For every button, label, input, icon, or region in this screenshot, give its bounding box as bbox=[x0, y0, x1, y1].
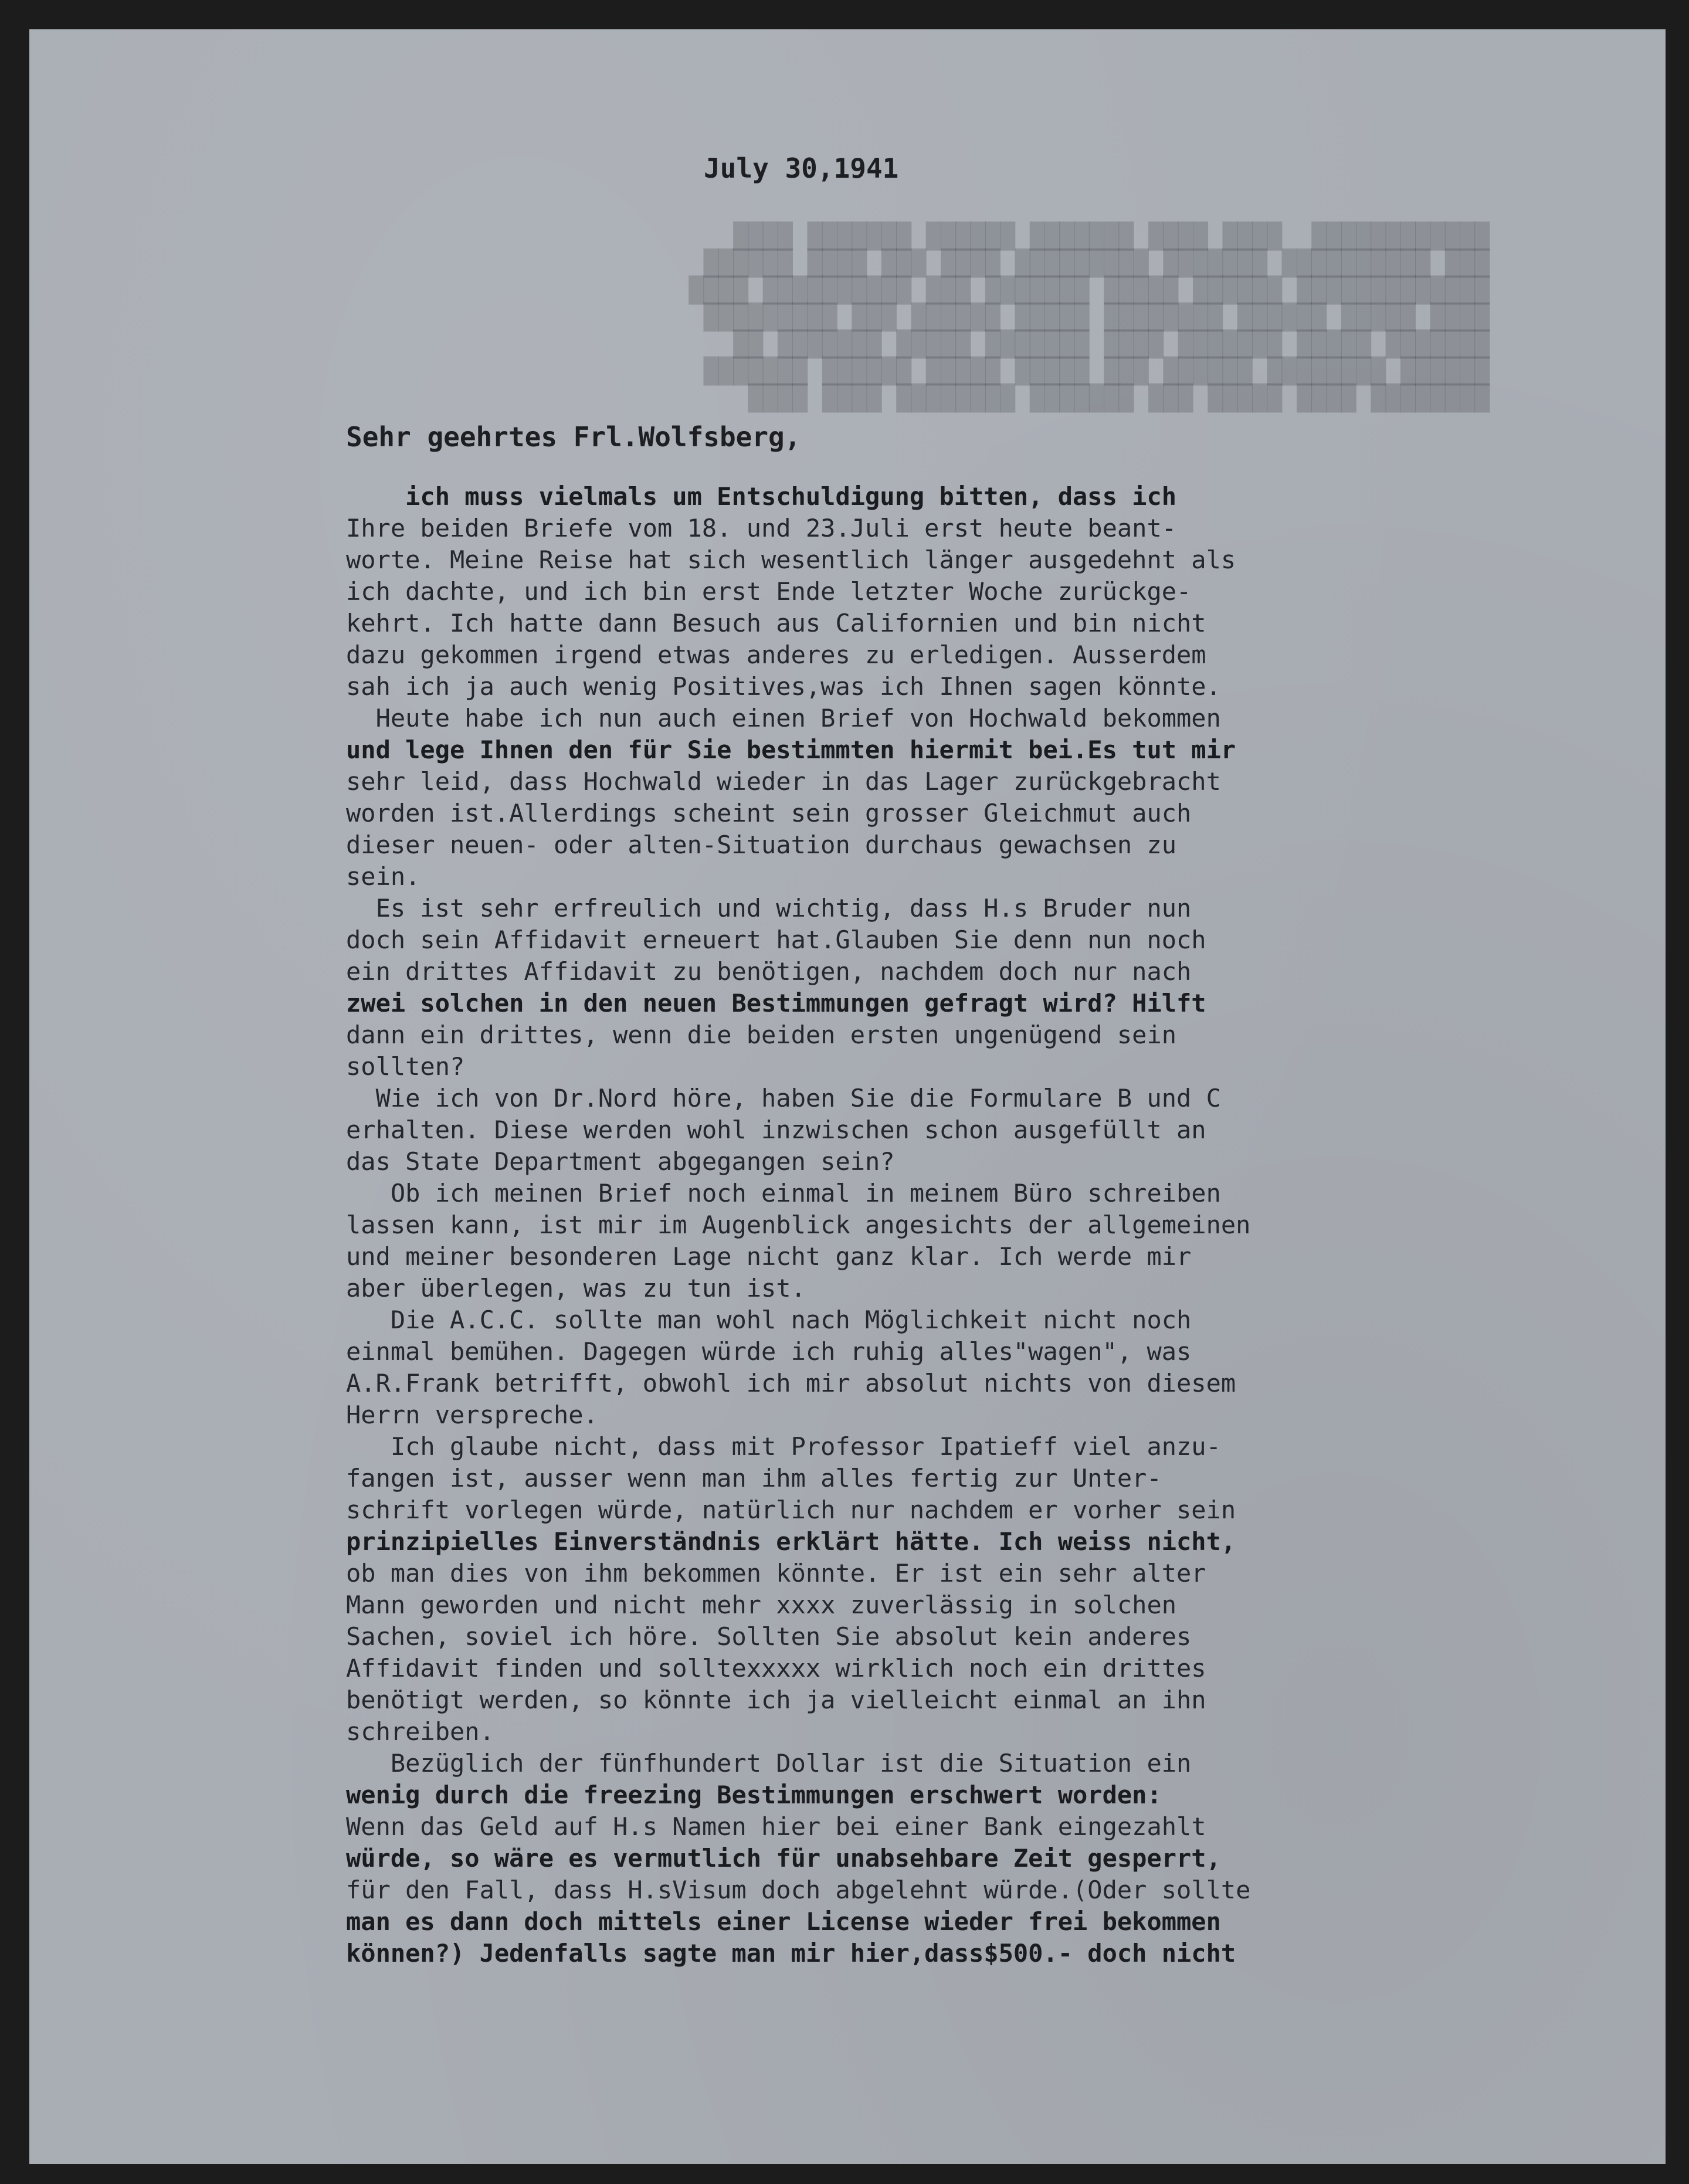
body-line: zwei solchen in den neuen Bestimmungen gefragt wird? Hilft bbox=[346, 989, 1206, 1018]
body-line: worden ist.Allerdings scheint sein grosser Gleichmut auch bbox=[346, 799, 1192, 828]
body-line: für den Fall, dass H.sVisum doch abgelehnt würde.(Oder sollte bbox=[346, 1876, 1251, 1904]
salutation: Sehr geehrtes Frl.Wolfsberg, bbox=[346, 421, 801, 453]
body-line: lassen kann, ist mir im Augenblick angesichts der allgemeinen bbox=[346, 1210, 1251, 1239]
body-line: das State Department abgegangen sein? bbox=[346, 1147, 895, 1176]
letter-sheet bbox=[29, 29, 1666, 2164]
body-line: Herrn verspreche. bbox=[346, 1400, 598, 1429]
body-line: schreiben. bbox=[346, 1717, 494, 1746]
body-line: prinzipielles Einverständnis erklärt hätte. Ich weiss nicht, bbox=[346, 1527, 1236, 1556]
body-line: Ihre beiden Briefe vom 18. und 23.Juli erst heute beant- bbox=[346, 514, 1177, 542]
body-line: einmal bemühen. Dagegen würde ich ruhig alles"wagen", was bbox=[346, 1337, 1192, 1366]
body-line: sah ich ja auch wenig Positives,was ich Ihnen sagen könnte. bbox=[346, 672, 1221, 701]
body-line: ich muss vielmals um Entschuldigung bitten, dass ich bbox=[346, 482, 1177, 511]
body-line: kehrt. Ich hatte dann Besuch aus Californien und bin nicht bbox=[346, 609, 1206, 637]
body-line: aber überlegen, was zu tun ist. bbox=[346, 1274, 806, 1303]
body-line: sehr leid, dass Hochwald wieder in das Lager zurückgebracht bbox=[346, 767, 1221, 796]
body-line: Heute habe ich nun auch einen Brief von Hochwald bekommen bbox=[346, 704, 1221, 732]
body-line: und lege Ihnen den für Sie bestimmten hiermit bei.Es tut mir bbox=[346, 735, 1236, 764]
body-line: Ich glaube nicht, dass mit Professor Ipatieff viel anzu- bbox=[346, 1432, 1221, 1461]
body-line: Sachen, soviel ich höre. Sollten Sie absolut kein anderes bbox=[346, 1622, 1192, 1651]
letter-body bbox=[346, 481, 1578, 1969]
body-line: schrift vorlegen würde, natürlich nur nachdem er vorher sein bbox=[346, 1495, 1236, 1524]
body-line: benötigt werden, so könnte ich ja vielleicht einmal an ihn bbox=[346, 1686, 1206, 1714]
body-line: wenig durch die freezing Bestimmungen erschwert worden: bbox=[346, 1781, 1162, 1809]
body-line: man es dann doch mittels einer License wieder frei bekommen bbox=[346, 1907, 1221, 1936]
body-line: würde, so wäre es vermutlich für unabsehbare Zeit gesperrt, bbox=[346, 1844, 1221, 1873]
body-line: worte. Meine Reise hat sich wesentlich länger ausgedehnt als bbox=[346, 545, 1236, 574]
body-line: ob man dies von ihm bekommen könnte. Er ist ein sehr alter bbox=[346, 1559, 1206, 1588]
body-line: Mann geworden und nicht mehr xxxx zuverlässig in solchen bbox=[346, 1590, 1177, 1619]
body-line: dazu gekommen irgend etwas anderes zu erledigen. Ausserdem bbox=[346, 640, 1206, 669]
body-line: ich dachte, und ich bin erst Ende letzter Woche zurückge- bbox=[346, 577, 1192, 606]
body-line: können?) Jedenfalls sagte man mir hier,dass$500.- doch nicht bbox=[346, 1939, 1236, 1968]
letter-date: July 30,1941 bbox=[704, 152, 899, 184]
body-line: und meiner besonderen Lage nicht ganz klar. Ich werde mir bbox=[346, 1242, 1192, 1271]
body-line: A.R.Frank betrifft, obwohl ich mir absolut nichts von diesem bbox=[346, 1369, 1236, 1398]
body-line: Die A.C.C. sollte man wohl nach Möglichkeit nicht noch bbox=[346, 1305, 1192, 1334]
body-line: Es ist sehr erfreulich und wichtig, dass H.s Bruder nun bbox=[346, 894, 1192, 923]
body-line: Wie ich von Dr.Nord höre, haben Sie die Formulare B und C bbox=[346, 1084, 1221, 1113]
body-line: sollten? bbox=[346, 1052, 465, 1081]
body-line: doch sein Affidavit erneuert hat.Glauben Sie denn nun noch bbox=[346, 925, 1206, 954]
body-line: Bezüglich der fünfhundert Dollar ist die Situation ein bbox=[346, 1749, 1192, 1778]
body-line: dieser neuen- oder alten-Situation durchaus gewachsen zu bbox=[346, 830, 1177, 859]
body-line: erhalten. Diese werden wohl inzwischen schon ausgefüllt an bbox=[346, 1115, 1206, 1144]
body-line: ein drittes Affidavit zu benötigen, nachdem doch nur nach bbox=[346, 957, 1192, 986]
body-line: Wenn das Geld auf H.s Namen hier bei einer Bank eingezahlt bbox=[346, 1812, 1206, 1841]
body-line: dann ein drittes, wenn die beiden ersten ungenügend sein bbox=[346, 1020, 1177, 1049]
bleed-through-shadow: ████████████ ████ ████ ███████ ██████ ███████ ████ ███ ██████████ ███████ █████████ ████ ███ ████ ██████ █████████████ ██████ █████ ███████ ███ ██████████ ████ ████ █████ ██████ ████████ █████ ██████ ███ █████████ ███████ █████ ███████ ████ ███████ █████ ███████ ██ ██████ ████████ ██████ ███ █████ █████ ██████ ███████ ████████ ████ █████ ███ ███████ ████████ ████ ████ bbox=[689, 222, 1490, 412]
body-line: sein. bbox=[346, 862, 420, 891]
body-line: Ob ich meinen Brief noch einmal in meinem Büro schreiben bbox=[346, 1179, 1221, 1208]
body-line: fangen ist, ausser wenn man ihm alles fertig zur Unter- bbox=[346, 1464, 1162, 1493]
body-line: Affidavit finden und solltexxxxx wirklich noch ein drittes bbox=[346, 1654, 1206, 1683]
